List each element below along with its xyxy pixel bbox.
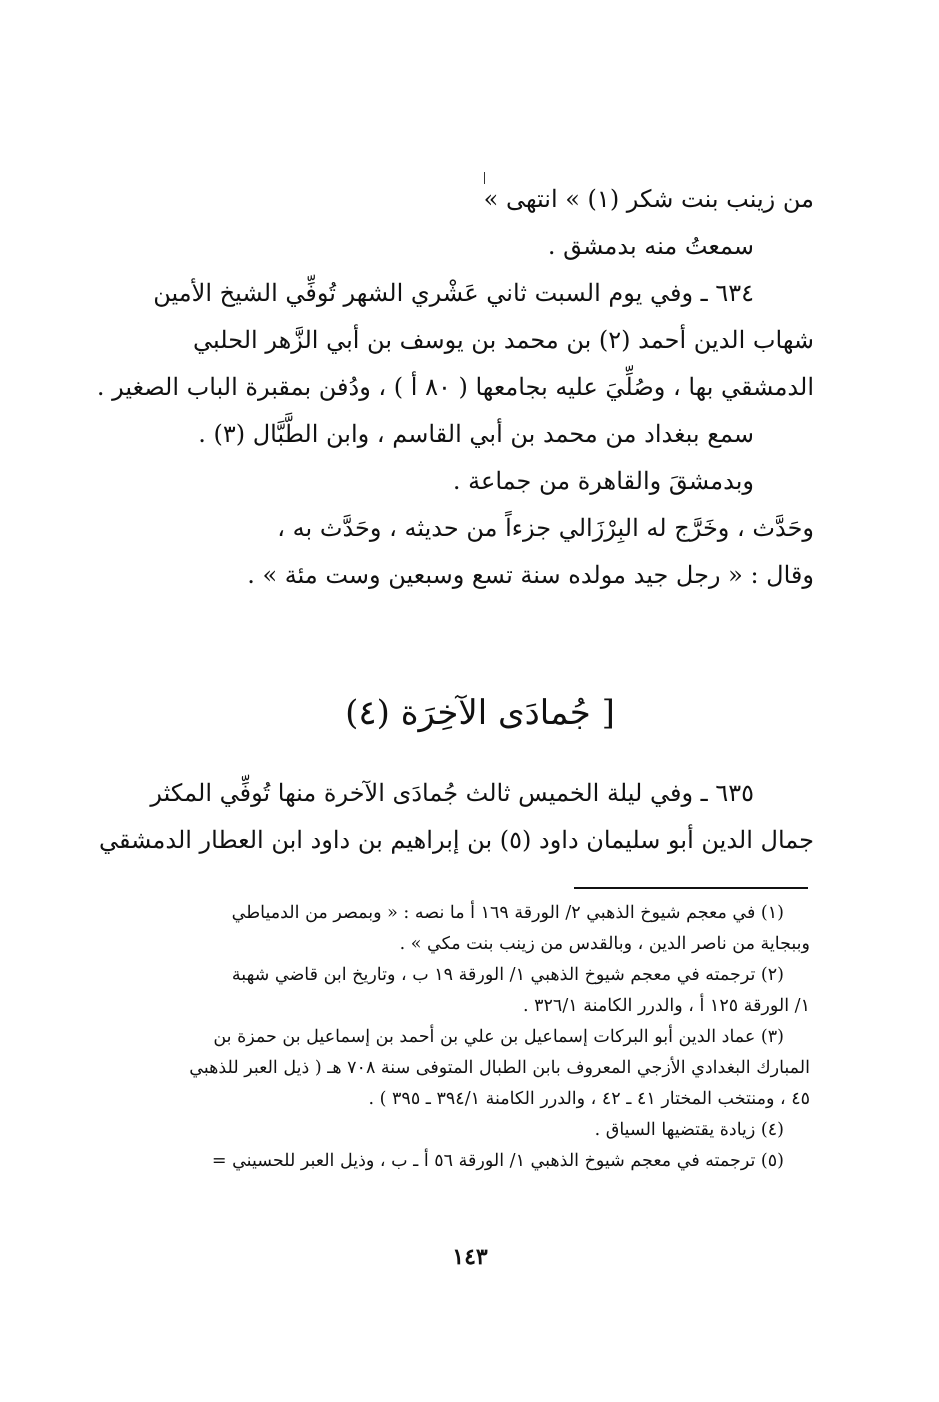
footnote-line: وببجاية من ناصر الدين ، وبالقدس من زينب بنت مكي » . (399, 934, 810, 954)
text-line: من زينب بنت شكر (١) » انتهى » (483, 185, 814, 213)
page-number: ١٤٣ (452, 1244, 488, 1270)
text-line: سمع ببغداد من محمد بن أبي القاسم ، وابن الطَّبَّال (٣) . (198, 420, 754, 448)
text-line: الدمشقي بها ، وصُلِّيَ عليه بجامعها ( ٨٠ أ ) ، ودُفن بمقبرة الباب الصغير . (96, 373, 814, 401)
text-line: سمعتُ منه بدمشق . (547, 232, 754, 260)
footnote-line: (٢) ترجمته في معجم شيوخ الذهبي ١/ الورقة ١٩ ب ، وتاريخ ابن قاضي شهبة (231, 965, 784, 985)
footnote-line: (٣) عماد الدين أبو البركات إسماعيل بن علي بن أحمد بن إسماعيل بن حمزة بن (213, 1027, 784, 1047)
footnote-line: (٤) زيادة يقتضيها السياق . (594, 1120, 784, 1140)
main-text-block-2 (98, 770, 814, 864)
main-text-block (96, 176, 814, 599)
footnote-line: المبارك البغدادي الأزجي المعروف بابن الطبال المتوفى سنة ٧٠٨ هـ ( ذيل العبر للذهبي (189, 1058, 810, 1078)
footnote-line: (٥) ترجمته في معجم شيوخ الذهبي ١/ الورقة ٥٦ أ ـ ب ، وذيل العبر للحسيني = (211, 1151, 784, 1171)
footnotes-block (118, 898, 810, 1177)
footnote-line: ١/ الورقة ١٢٥ أ ، والدرر الكامنة ٣٢٦/١ . (522, 996, 810, 1016)
footnote-line: ٤٥ ، ومنتخب المختار ٤١ ـ ٤٢ ، والدرر الكامنة ٣٩٤/١ ـ ٣٩٥ ) . (368, 1089, 810, 1109)
footnote-divider (574, 887, 808, 889)
section-heading: [ جُمادَى الآخِرَة (٤) (345, 693, 615, 733)
text-line: جمال الدين أبو سليمان داود (٥) بن إبراهيم بن داود ابن العطار الدمشقي (98, 826, 814, 854)
entry-635-start: ٦٣٥ ـ وفي ليلة الخميس ثالث جُمادَى الآخرة منها تُوفِّي المكثر (150, 779, 754, 807)
footnote-line: (١) في معجم شيوخ الذهبي ٢/ الورقة ١٦٩ أ ما نصه : « وبمصر من الدمياطي (231, 903, 784, 923)
text-line: شهاب الدين أحمد (٢) بن محمد بن يوسف بن أبي الزَّهر الحلبي (193, 326, 814, 354)
text-line: وبدمشقَ والقاهرة من جماعة . (452, 467, 754, 495)
entry-634-start: ٦٣٤ ـ وفي يوم السبت ثاني عَشْري الشهر تُوفِّي الشيخ الأمين (153, 279, 754, 307)
text-line: وحَدَّث ، وخَرَّج له البِرْزَالي جزءاً من حديثه ، وحَدَّث به ، (277, 514, 814, 542)
text-line: وقال : « رجل جيد مولده سنة تسع وسبعين وست مئة » . (247, 561, 814, 589)
